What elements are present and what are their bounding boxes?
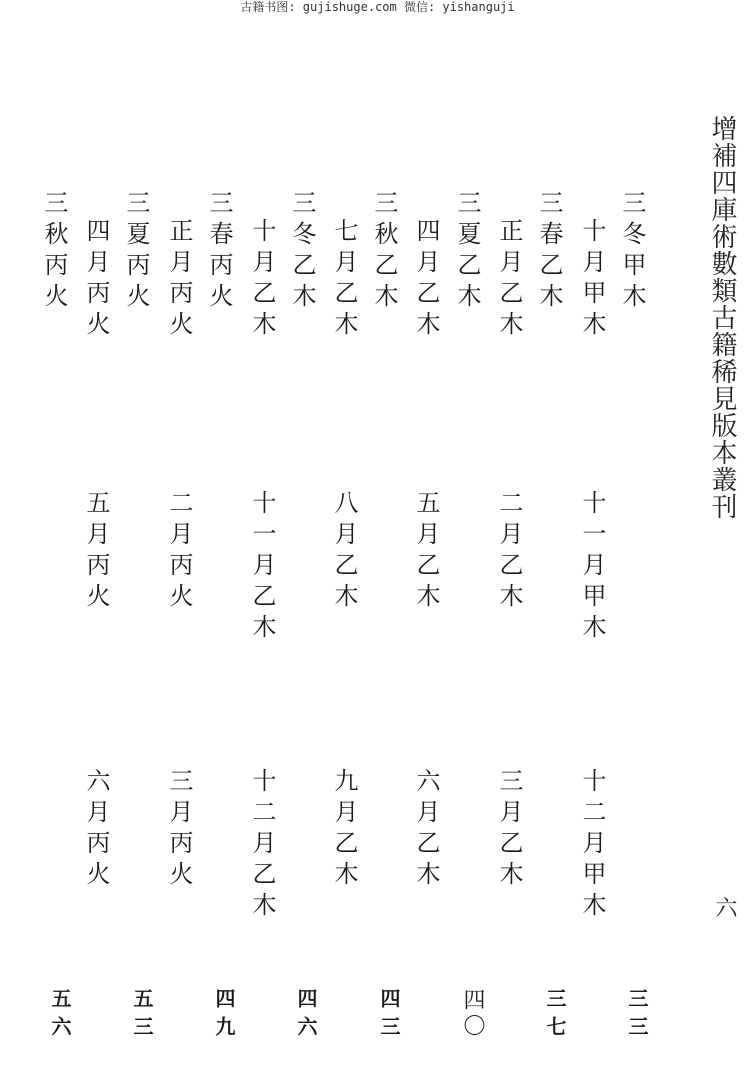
page-count-5: 四六	[294, 988, 318, 1044]
month-entry-7-a: 正月丙火	[165, 218, 193, 342]
month-entry-5-b: 八月乙木	[330, 490, 358, 614]
season-heading-6: 三冬乙木	[288, 190, 316, 314]
page-count-6: 四九	[212, 988, 236, 1044]
season-heading-7: 三春丙火	[205, 190, 233, 314]
month-entry-3-b: 二月乙木	[495, 490, 523, 614]
month-entry-3-a: 正月乙木	[495, 218, 523, 342]
month-entry-5-c: 九月乙木	[330, 768, 358, 892]
month-entry-2-a: 十月甲木	[578, 218, 606, 342]
month-entry-7-b: 二月丙火	[165, 490, 193, 614]
page-count-1: 三三	[625, 988, 649, 1044]
season-heading-1: 三冬甲木	[618, 190, 646, 314]
month-entry-8-a: 四月丙火	[82, 218, 110, 342]
month-entry-6-a: 十月乙木	[248, 218, 276, 342]
season-heading-5: 三秋乙木	[370, 190, 398, 314]
page-count-8: 五六	[48, 988, 72, 1044]
book-title: 增補四庫術數類古籍稀見版本叢刊	[707, 115, 737, 520]
page-count-2: 三七	[543, 988, 567, 1044]
page-count-3: 四〇	[460, 988, 485, 1040]
season-heading-8: 三夏丙火	[122, 190, 150, 314]
month-entry-6-c: 十二月乙木	[248, 768, 276, 923]
month-entry-2-c: 十二月甲木	[578, 768, 606, 923]
month-entry-5-a: 七月乙木	[330, 218, 358, 342]
season-heading-9: 三秋丙火	[40, 190, 68, 314]
month-entry-7-c: 三月丙火	[165, 768, 193, 892]
month-entry-3-c: 三月乙木	[495, 768, 523, 892]
season-heading-3: 三春乙木	[535, 190, 563, 314]
month-entry-6-b: 十一月乙木	[248, 490, 276, 645]
month-entry-4-a: 四月乙木	[412, 218, 440, 342]
month-entry-4-b: 五月乙木	[412, 490, 440, 614]
month-entry-2-b: 十一月甲木	[578, 490, 606, 645]
page-count-4: 四三	[377, 988, 401, 1044]
month-entry-8-b: 五月丙火	[82, 490, 110, 614]
page-count-7: 五三	[130, 988, 154, 1044]
month-entry-4-c: 六月乙木	[412, 768, 440, 892]
month-entry-8-c: 六月丙火	[82, 768, 110, 892]
season-heading-4: 三夏乙木	[453, 190, 481, 314]
watermark-text: 古籍书图: gujishuge.com 微信: yishanguji	[240, 0, 515, 14]
page-number: 六	[712, 896, 737, 918]
